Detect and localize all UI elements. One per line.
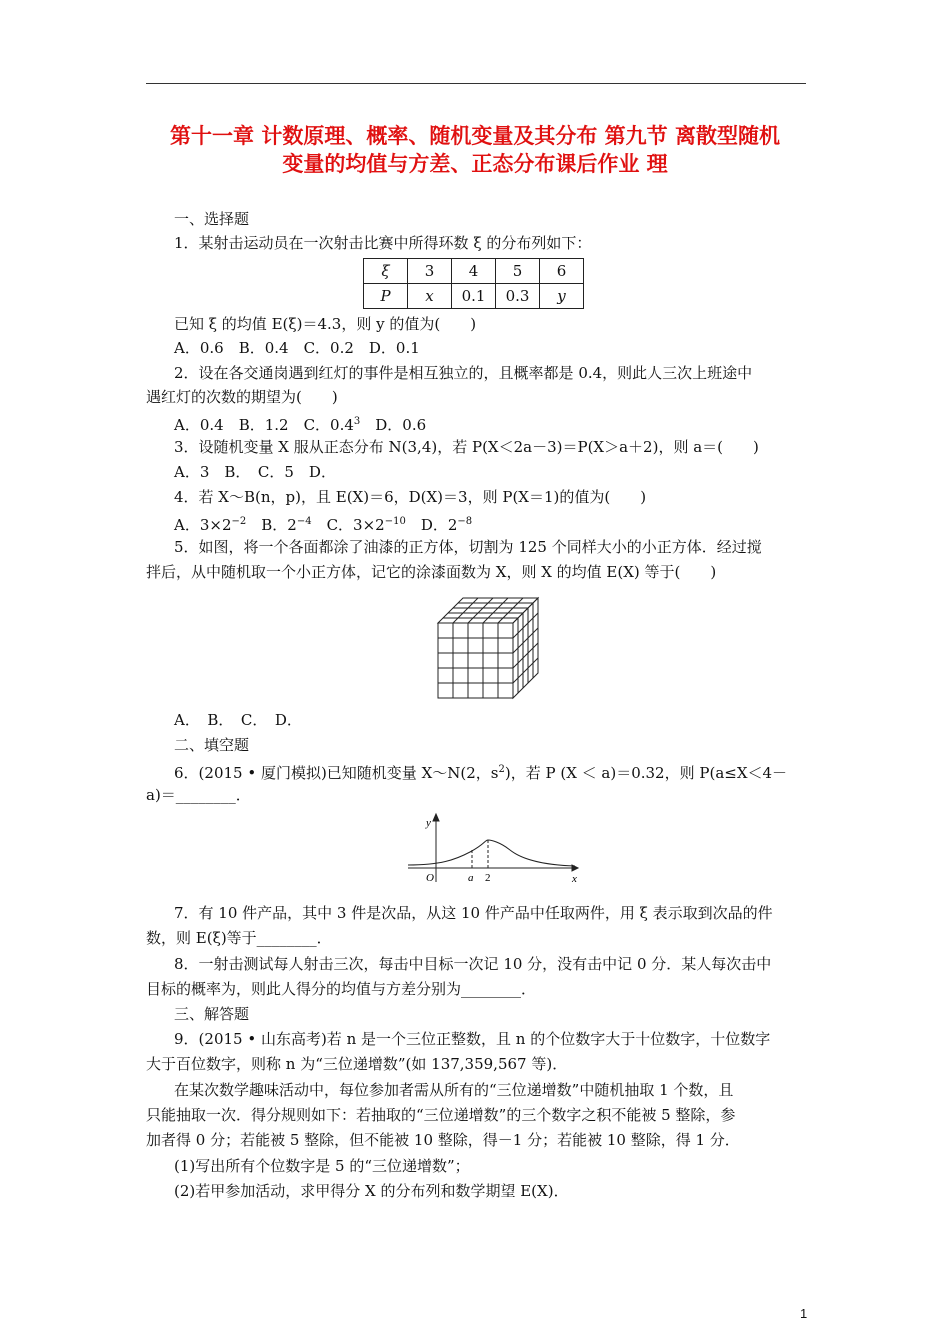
two-label: 2 [485, 872, 491, 884]
title-line-1: 第十一章 计数原理、概率、随机变量及其分布 第九节 离散型随机 [170, 124, 780, 148]
x-axis-label: x [572, 873, 577, 885]
distribution-table [363, 258, 584, 309]
q9-line-4: 只能抽取一次．得分规则如下：若抽取的“三位递增数”的三个数字之积不能被 5 整除，参 [146, 1106, 736, 1124]
title-line-2: 变量的均值与方差、正态分布课后作业 理 [282, 152, 668, 176]
table-cell: x [408, 284, 452, 309]
q8-stem-1: 8．一射击测试每人射击三次，每击中目标一次记 10 分，没有击中记 0 分．某人每次击中 [174, 955, 772, 973]
q6-stem-sup: 2 [498, 764, 505, 775]
q4-option-b-exp: −4 [296, 516, 312, 527]
q4-option-c: C．3×2 [311, 516, 385, 534]
table-cell: 5 [496, 259, 540, 284]
painted-cube-figure [430, 590, 550, 705]
q7-stem-2: 数，则 E(ξ)等于________． [146, 929, 332, 947]
q2-option-exponent: 3 [353, 416, 361, 427]
normal-curve-figure [400, 810, 590, 890]
q4-option-d-exp: −8 [457, 516, 473, 527]
table-cell: ξ [364, 259, 408, 284]
page-number: 1 [800, 1306, 808, 1321]
q3-options: A．3 B． C．5 D． [174, 463, 336, 481]
q9-line-2: 大于百位数字，则称 n 为“三位递增数”(如 137,359,567 等)． [146, 1055, 568, 1073]
q8-stem-2: 目标的概率为，则此人得分的均值与方差分别为________． [146, 980, 537, 998]
q9-line-5: 加者得 0 分；若能被 5 整除，但不能被 10 整除，得－1 分；若能被 10 整除，得 1 分． [146, 1131, 740, 1149]
q6-stem-pre: 6．(2015 • 厦门模拟)已知随机变量 X～N(2，s [174, 764, 499, 782]
table-cell: 0.1 [452, 284, 496, 309]
q1-stem: 1．某射击运动员在一次射击比赛中所得环数 ξ 的分布列如下： [174, 234, 592, 252]
q5-stem-2: 拌后，从中随机取一个小正方体，记它的涂漆面数为 X，则 X 的均值 E(X) 等于( ) [146, 563, 717, 581]
q3-stem: 3．设随机变量 X 服从正态分布 N(3,4)，若 P(X＜2a－3)＝P(X＞a＋2)，则 a＝( ) [174, 438, 759, 456]
q2-option-text: A．0.4 B．1.2 C．0.4 [174, 416, 354, 434]
q1-options: A．0.6 B．0.4 C．0.2 D．0.1 [174, 339, 420, 357]
q4-option-d: D．2 [405, 516, 458, 534]
table-cell: 3 [408, 259, 452, 284]
section-heading-answer: 三、解答题 [174, 1005, 250, 1023]
q4-stem: 4．若 X～B(n，p)，且 E(X)＝6，D(X)＝3，则 P(X＝1)的值为( ) [174, 488, 647, 506]
q5-options: A． B． C． D． [174, 711, 302, 729]
q4-option-b: B．2 [246, 516, 297, 534]
table-cell: P [364, 284, 408, 309]
section-heading-fill: 二、填空题 [174, 736, 250, 754]
q4-options [174, 512, 472, 535]
q2-option-d: D．0.6 [360, 416, 427, 434]
q2-stem-2: 遇红灯的次数的期望为( ) [146, 388, 338, 406]
table-cell: 0.3 [496, 284, 540, 309]
q2-stem-1: 2．设在各交通岗遇到红灯的事件是相互独立的，且概率都是 0.4，则此人三次上班途中 [174, 364, 753, 382]
page-title [120, 122, 830, 178]
q9-line-3: 在某次数学趣味活动中，每位参加者需从所有的“三位递增数”中随机抽取 1 个数，且 [174, 1081, 734, 1099]
section-heading-choice: 一、选择题 [174, 210, 250, 228]
header-rule [146, 83, 806, 84]
q9-line-1: 9．(2015 • 山东高考)若 n 是一个三位正整数，且 n 的个位数字大于十位数字，十位数字 [174, 1030, 771, 1048]
a-label: a [468, 872, 474, 884]
q7-stem-1: 7．有 10 件产品，其中 3 件是次品，从这 10 件产品中任取两件，用 ξ 表示取到次品的件 [174, 904, 773, 922]
origin-label: O [426, 872, 434, 884]
table-cell: y [540, 284, 584, 309]
q1-ask: 已知 ξ 的均值 E(ξ)＝4.3，则 y 的值为( ) [174, 315, 477, 333]
y-axis-label: y [426, 817, 431, 829]
q4-option-c-exp: −10 [384, 516, 406, 527]
table-cell: 4 [452, 259, 496, 284]
q6-stem-2: a)＝________． [146, 786, 251, 804]
q4-option-a-exp: −2 [231, 516, 247, 527]
table-row [364, 284, 584, 309]
q2-options [174, 412, 426, 435]
table-row [364, 259, 584, 284]
q4-option-a: A．3×2 [174, 516, 232, 534]
q9-part-2: (2)若甲参加活动，求甲得分 X 的分布列和数学期望 E(X)． [174, 1182, 569, 1200]
table-cell: 6 [540, 259, 584, 284]
q5-stem-1: 5．如图，将一个各面都涂了油漆的正方体，切割为 125 个同样大小的小正方体．经过搅 [174, 538, 762, 556]
q9-part-1: (1)写出所有个位数字是 5 的“三位递增数”； [174, 1157, 470, 1175]
q6-stem-post: )，若 P (X ＜ a)＝0.32，则 P(a≤X＜4－ [504, 764, 788, 782]
q6-stem-1 [174, 760, 787, 783]
